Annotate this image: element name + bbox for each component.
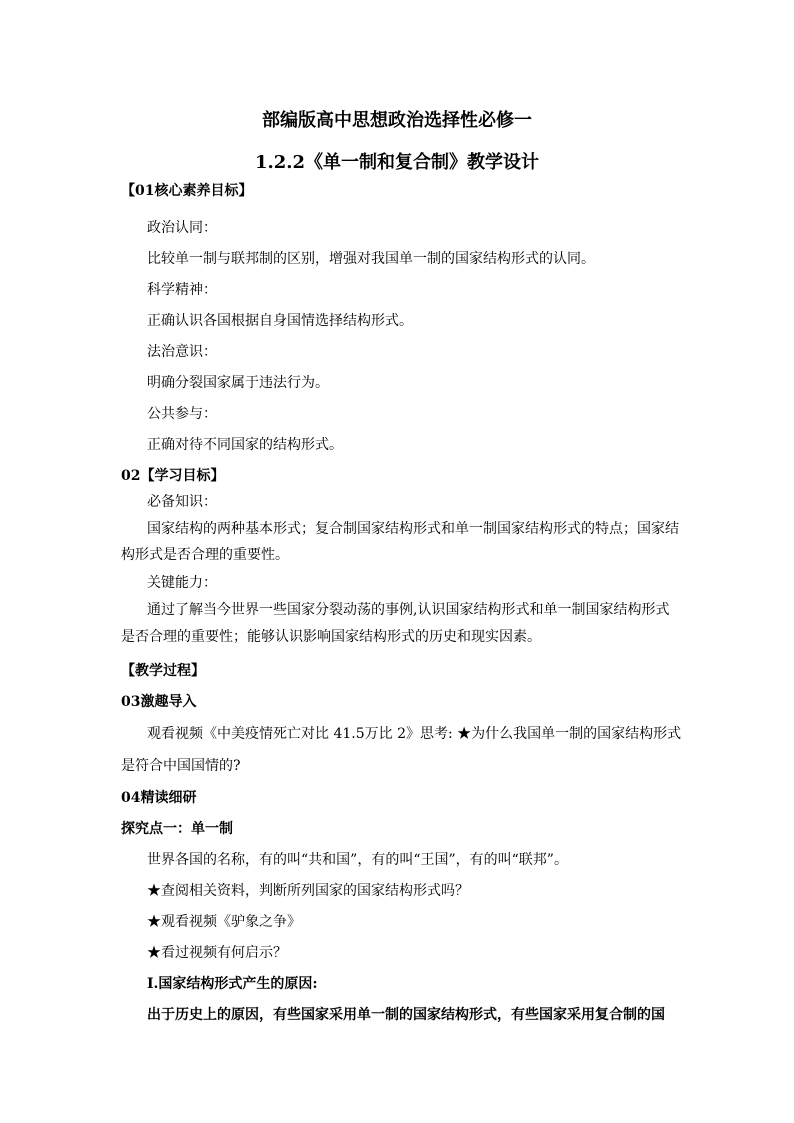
learning-text-knowledge-2: 构形式是否合理的重要性。: [121, 547, 289, 563]
learning-text-ability-2: 是否合理的重要性；能够认识影响国家结构形式的历史和现实因素。: [121, 629, 541, 645]
learning-label-knowledge: 必备知识：: [147, 494, 217, 510]
roman-heading-reasons: Ⅰ.国家结构形式产生的原因:: [147, 976, 318, 992]
goal-text-law: 明确分裂国家属于违法行为。: [147, 375, 329, 391]
goal-text-public: 正确对待不同国家的结构形式。: [147, 437, 343, 453]
section-heading-intro: 03激趣导入: [121, 694, 197, 710]
goal-label-political: 政治认同：: [147, 220, 217, 236]
explore-text-line3: ★观看视频《驴象之争》: [147, 914, 301, 930]
section-heading-learning-goals: 02【学习目标】: [121, 468, 225, 484]
goal-label-law: 法治意识：: [147, 344, 217, 360]
explore-text-line1: 世界各国的名称，有的叫“共和国”，有的叫“王国”，有的叫“联邦”。: [147, 852, 568, 868]
section-heading-close-reading: 04精读细研: [121, 790, 197, 806]
goal-text-science: 正确认识各国根据自身国情选择结构形式。: [147, 313, 413, 329]
intro-text-line2: 是符合中国国情的?: [121, 758, 241, 774]
intro-text-line1: 观看视频《中美疫情死亡对比 41.5万比 2》思考: ★为什么我国单一制的国家结构形式: [147, 726, 682, 742]
explore-text-line4: ★看过视频有何启示？: [147, 945, 287, 961]
explore-point-heading: 探究点一：单一制: [121, 821, 233, 837]
goal-label-public: 公共参与：: [147, 406, 217, 422]
goal-label-science: 科学精神：: [147, 282, 217, 298]
learning-label-ability: 关键能力：: [147, 575, 217, 591]
section-heading-core-literacy: 【01核心素养目标】: [121, 183, 253, 199]
goal-text-political: 比较单一制与联邦制的区别，增强对我国单一制的国家结构形式的认同。: [147, 251, 595, 267]
doc-title-line1: 部编版高中思想政治选择性必修一: [262, 110, 532, 131]
explore-text-line2: ★查阅相关资料，判断所列国家的国家结构形式吗？: [147, 883, 469, 899]
reasons-text-line1: 出于历史上的原因，有些国家采用单一制的国家结构形式，有些国家采用复合制的国: [147, 1007, 665, 1023]
doc-title-line2: 1.2.2《单一制和复合制》教学设计: [254, 152, 540, 173]
learning-text-ability-1: 通过了解当今世界一些国家分裂动荡的事例,认识国家结构形式和单一制国家结构形式: [147, 602, 670, 618]
section-heading-teaching-process: 【教学过程】: [121, 663, 205, 679]
learning-text-knowledge-1: 国家结构的两种基本形式；复合制国家结构形式和单一制国家结构形式的特点；国家结: [147, 521, 679, 537]
